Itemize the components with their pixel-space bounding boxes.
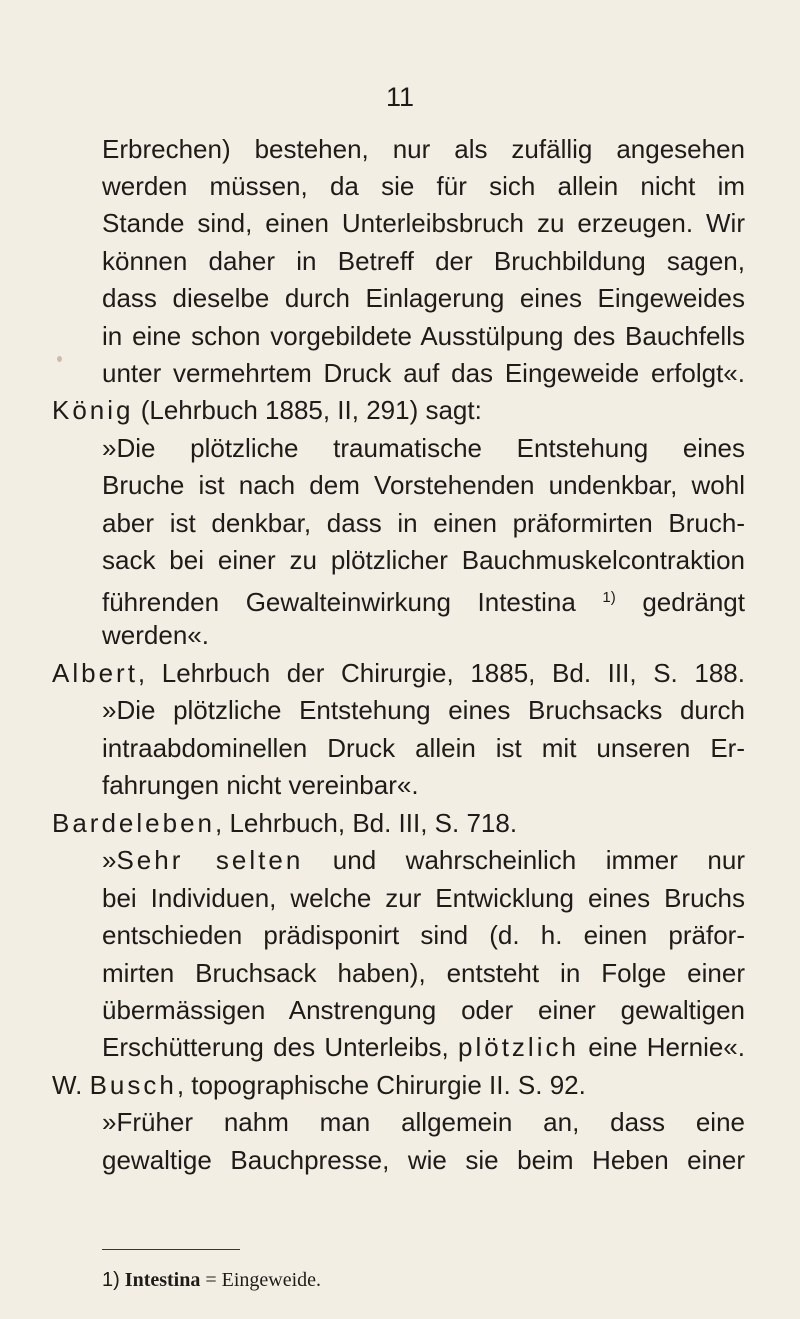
text-line: bei Individuen, welche zur Entwicklung eines Bruchs bbox=[102, 883, 745, 913]
text-line: Bruche ist nach dem Vorstehenden undenkbar, wohl bbox=[102, 470, 745, 500]
text-line: dass dieselbe durch Einlagerung eines Eingeweides bbox=[102, 283, 745, 313]
text-segment: Erschütterung des Unterleibs, bbox=[102, 1032, 458, 1062]
text-line: »Früher nahm man allgemein an, dass eine bbox=[102, 1107, 745, 1137]
text-line: übermässigen Anstrengung oder einer gewaltigen bbox=[102, 995, 745, 1025]
text-line bbox=[102, 583, 745, 617]
citation-line bbox=[52, 808, 745, 838]
text-line: gewaltige Bauchpresse, wie sie beim Heben einer bbox=[102, 1145, 745, 1175]
citation-line bbox=[52, 1070, 745, 1100]
text-segment: W. bbox=[52, 1070, 90, 1100]
text-line bbox=[102, 1032, 745, 1062]
text-line: »Die plötzliche Entstehung eines Bruchsacks durch bbox=[102, 695, 745, 725]
citation-text: , Lehrbuch der Chirurgie, 1885, Bd. III, S. 188. bbox=[137, 658, 745, 688]
text-line: werden müssen, da sie für sich allein nicht im bbox=[102, 171, 745, 201]
citation-text: , Lehrbuch, Bd. III, S. 718. bbox=[215, 808, 518, 838]
footnote bbox=[102, 1268, 321, 1292]
text-line: in eine schon vorgebildete Ausstülpung des Bauchfells bbox=[102, 321, 745, 351]
text-line: mirten Bruchsack haben), entsteht in Folge einer bbox=[102, 958, 745, 988]
text-line: aber ist denkbar, dass in einen präformirten Bruch- bbox=[102, 508, 745, 538]
text-segment: und wahrscheinlich immer nur bbox=[303, 845, 745, 875]
text-line: fahrungen nicht vereinbar«. bbox=[102, 770, 419, 800]
text-line: unter vermehrtem Druck auf das Eingeweide erfolgt«. bbox=[102, 358, 745, 388]
cited-author: Albert bbox=[52, 658, 138, 688]
footnote-definition: = Eingeweide. bbox=[200, 1269, 322, 1291]
cited-author: Busch bbox=[89, 1070, 177, 1100]
citation-text: , topographische Chirurgie II. S. 92. bbox=[176, 1070, 586, 1100]
cited-author: Bardeleben bbox=[52, 808, 215, 838]
citation-line bbox=[52, 395, 745, 425]
text-line: intraabdominellen Druck allein ist mit unseren Er- bbox=[102, 733, 745, 763]
ink-smudge bbox=[57, 356, 62, 362]
cited-author: König bbox=[52, 395, 134, 425]
text-line: werden«. bbox=[102, 620, 209, 650]
text-segment: eine Hernie«. bbox=[578, 1032, 745, 1062]
citation-text: (Lehrbuch 1885, II, 291) sagt: bbox=[133, 395, 482, 425]
footnote-term: Intestina bbox=[124, 1269, 201, 1291]
text-segment: » bbox=[102, 845, 117, 875]
footnote-marker: 1) bbox=[602, 589, 616, 606]
text-line: entschieden prädisponirt sind (d. h. einen präfor- bbox=[102, 920, 745, 950]
text-line: »Die plötzliche traumatische Entstehung eines bbox=[102, 433, 745, 463]
text-line: Erbrechen) bestehen, nur als zufällig angesehen bbox=[102, 134, 745, 164]
footnote-divider bbox=[102, 1249, 240, 1250]
text-line bbox=[102, 845, 745, 875]
text-segment: führenden Gewalteinwirkung Intestina bbox=[102, 587, 603, 617]
citation-line bbox=[52, 658, 745, 688]
text-segment: gedrängt bbox=[615, 587, 745, 617]
text-line: können daher in Betreff der Bruchbildung sagen, bbox=[102, 246, 745, 276]
footnote-number: 1) bbox=[102, 1269, 120, 1291]
text-line: Stande sind, einen Unterleibsbruch zu erzeugen. Wir bbox=[102, 208, 745, 238]
text-line: sack bei einer zu plötzlicher Bauchmuskelcontraktion bbox=[102, 545, 745, 575]
page-number: 11 bbox=[385, 82, 415, 112]
emphasized-text: plötzlich bbox=[458, 1032, 579, 1062]
emphasized-text: Sehr selten bbox=[116, 845, 304, 875]
